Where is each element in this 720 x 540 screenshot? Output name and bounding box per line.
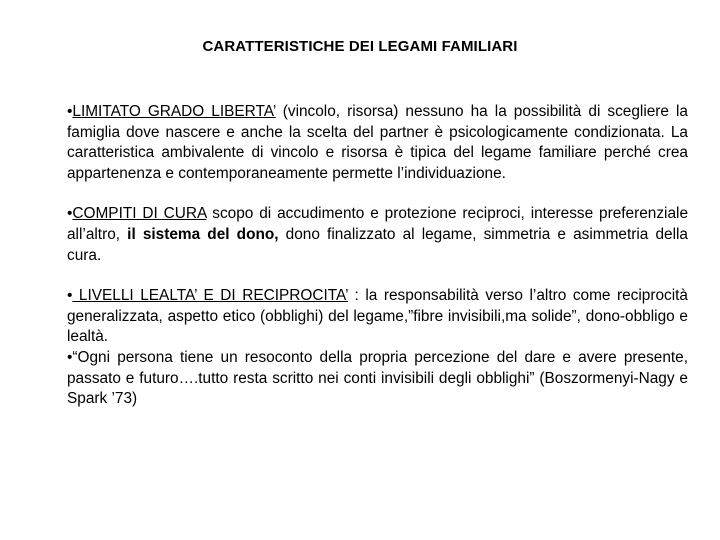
- paragraph-text: dono finalizzato al legame, simmetria e asimmetria della cura.: [67, 225, 688, 264]
- slide-title: CARATTERISTICHE DEI LEGAMI FAMILIARI: [202, 38, 518, 55]
- slide-body: [67, 102, 688, 410]
- bullet: •: [67, 103, 73, 120]
- heading-limitato-grado-liberta: LIMITATO GRADO LIBERTA’: [72, 103, 276, 120]
- paragraph-text: scopo di accudimento e protezione reciproci, interesse preferenziale all’altro,: [67, 205, 688, 243]
- paragraph-text: : la responsabilità verso l’altro come reciprocità generalizzata, aspetto etico (obblighi) del legame,”fibre invisibili,ma solide”, dono-obbligo e lealtà.: [67, 287, 688, 346]
- bullet: •: [67, 205, 73, 223]
- paragraph-livelli-lealta: [67, 286, 688, 348]
- heading-livelli-lealta-reciprocita: LIVELLI LEALTA’ E DI RECIPROCITA’: [72, 287, 348, 305]
- bold-sistema-del-dono: il sistema del dono,: [127, 225, 279, 243]
- paragraph-text: (vincolo, risorsa) nessuno ha la possibilità di scegliere la famiglia dove nascere e anche la scelta del partner è psicologicamente condizionata. La caratteristica ambivalente di vincolo e risorsa è tipica del legame familiare perché crea appartenenza e contemporaneamente permette l’individuazione.: [67, 103, 688, 182]
- quote-text: •“Ogni persona tiene un resoconto della propria percezione del dare e avere presente, passato e futuro….tutto resta scritto nei conti invisibili degli obblighi” (Boszormenyi-Nagy e Spark ’73): [67, 348, 688, 408]
- paragraph-quote-boszormenyi-nagy: [67, 348, 688, 410]
- heading-compiti-di-cura: COMPITI DI CURA: [72, 205, 207, 223]
- paragraph-limitato-grado-liberta: [67, 102, 688, 184]
- bullet: •: [67, 287, 73, 305]
- paragraph-compiti-di-cura: [67, 204, 688, 266]
